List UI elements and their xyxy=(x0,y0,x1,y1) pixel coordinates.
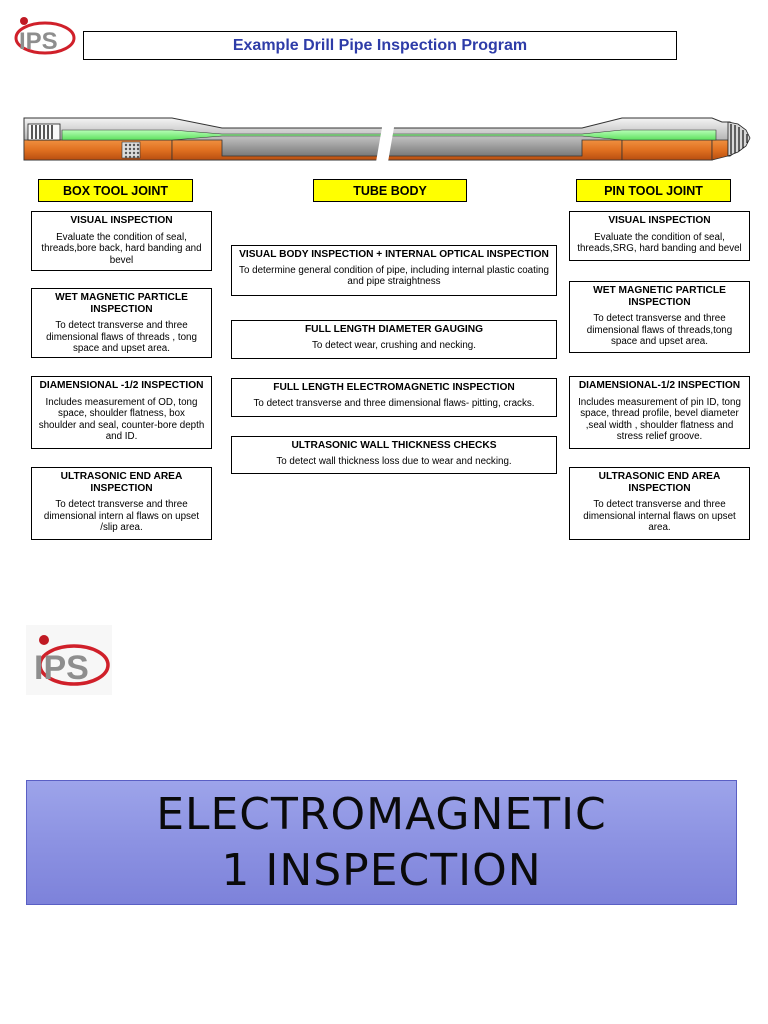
section-pin-tool-joint: PIN TOOL JOINT xyxy=(576,179,731,202)
drill-pipe-illustration xyxy=(22,112,756,169)
box-diamensional-inspection xyxy=(31,376,212,449)
title-box xyxy=(83,31,677,60)
section-tube-body: TUBE BODY xyxy=(313,179,467,202)
pin-item-desc: To detect transverse and three dimensional flaws of threads,tong space and upset area. xyxy=(586,313,733,347)
pin-diamensional-inspection xyxy=(569,376,750,449)
tube-visual-body-inspection xyxy=(231,245,557,296)
tube-item-title: FULL LENGTH DIAMETER GAUGING xyxy=(304,324,484,335)
tube-item-desc: To determine general condition of pipe, including internal plastic coating and pipe straightness xyxy=(239,264,549,287)
ips-logo-top xyxy=(10,8,76,60)
pin-item-title: VISUAL INSPECTION xyxy=(608,215,711,226)
box-ultrasonic-end-area xyxy=(31,467,212,540)
pin-item-desc: To detect transverse and three dimensional internal flaws on upset area. xyxy=(583,499,736,533)
box-item-desc: Evaluate the condition of seal, threads,bore back, hard banding and bevel xyxy=(41,231,202,266)
box-wet-magnetic-particle xyxy=(31,288,212,358)
tube-full-length-electromagnetic xyxy=(231,378,557,417)
tube-item-desc: To detect wall thickness loss due to wear and necking. xyxy=(276,455,512,467)
box-item-desc: To detect transverse and three dimensional intern al flaws on upset /slip area. xyxy=(43,499,200,533)
pin-item-desc: Evaluate the condition of seal, threads,SRG, hard banding and bevel xyxy=(577,231,742,254)
ips-logo-bottom xyxy=(26,625,112,695)
pin-wet-magnetic-particle xyxy=(569,281,750,353)
tube-item-title: ULTRASONIC WALL THICKNESS CHECKS xyxy=(291,440,497,451)
banner-line-2: 1 INSPECTION xyxy=(221,844,542,896)
tube-item-title: FULL LENGTH ELECTROMAGNETIC INSPECTION xyxy=(273,382,515,393)
box-item-desc: Includes measurement of OD, tong space, shoulder flatness, box shoulder and seal, counter-bore depth and ID. xyxy=(38,396,205,442)
tube-item-title: VISUAL BODY INSPECTION + INTERNAL OPTICAL INSPECTION xyxy=(239,249,549,260)
page-title: Example Drill Pipe Inspection Program xyxy=(232,36,528,54)
tube-item-desc: To detect wear, crushing and necking. xyxy=(312,339,476,351)
banner-line-1: ELECTROMAGNETIC xyxy=(156,788,607,840)
logo-text: IPS xyxy=(19,28,58,55)
box-item-title: ULTRASONIC END AREA INSPECTION xyxy=(60,471,183,494)
box-item-title: WET MAGNETIC PARTICLE INSPECTION xyxy=(55,292,188,315)
tube-full-length-diameter-gauging xyxy=(231,320,557,359)
box-item-desc: To detect transverse and three dimensional flaws of threads , tong space and upset area. xyxy=(46,320,197,354)
pin-item-desc: Includes measurement of pin ID, tong space, thread profile, bevel diameter ,seal width , shoulder flatness and stress relief groove. xyxy=(578,396,741,442)
pin-item-title: DIAMENSIONAL-1/2 INSPECTION xyxy=(578,380,741,391)
section-banner xyxy=(26,780,737,905)
pin-item-title: ULTRASONIC END AREA INSPECTION xyxy=(598,471,721,494)
box-item-title: VISUAL INSPECTION xyxy=(70,215,173,226)
pin-visual-inspection xyxy=(569,211,750,261)
tube-item-desc: To detect transverse and three dimensional flaws- pitting, cracks. xyxy=(253,397,535,409)
pin-ultrasonic-end-area xyxy=(569,467,750,540)
pin-item-title: WET MAGNETIC PARTICLE INSPECTION xyxy=(593,285,726,308)
box-visual-inspection xyxy=(31,211,212,271)
tube-ultrasonic-wall-thickness xyxy=(231,436,557,474)
section-box-tool-joint: BOX TOOL JOINT xyxy=(38,179,193,202)
box-item-title: DIAMENSIONAL -1/2 INSPECTION xyxy=(39,380,204,391)
logo-text: IPS xyxy=(34,649,89,687)
